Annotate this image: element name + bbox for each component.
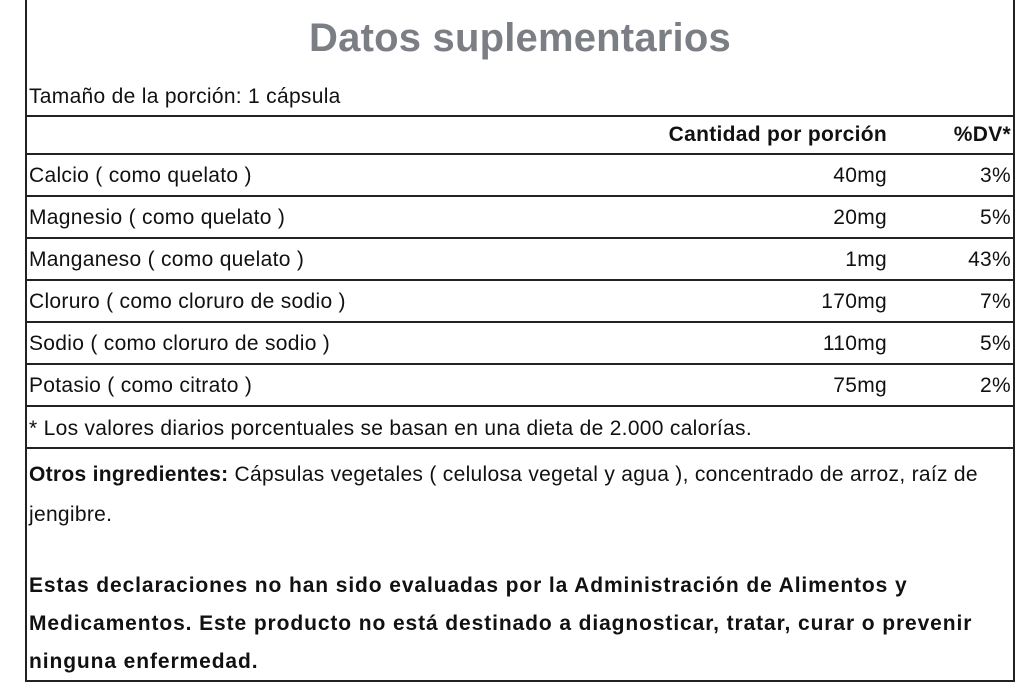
panel-title: Datos suplementarios	[309, 16, 731, 60]
fda-disclaimer: Estas declaraciones no han sido evaluadas por la Administración de Alimentos y Medicamentos. Este producto no está destinado a diagnosticar, tratar, curar o prevenir ninguna enfermedad.	[29, 574, 973, 673]
supplement-facts-panel	[25, 0, 1015, 682]
nutrient-dv: 2%	[980, 374, 1011, 397]
nutrient-amount: 75mg	[833, 374, 887, 397]
nutrient-name: Manganeso ( como quelato )	[29, 248, 305, 271]
nutrient-dv: 3%	[980, 164, 1011, 187]
table-row	[27, 239, 1013, 281]
nutrient-dv: 43%	[968, 248, 1011, 271]
header-amount: Cantidad por porción	[668, 123, 887, 146]
nutrient-name: Magnesio ( como quelato )	[29, 206, 286, 229]
table-header-row	[27, 117, 1013, 155]
table-row	[27, 281, 1013, 323]
nutrient-name: Potasio ( como citrato )	[29, 374, 253, 397]
nutrient-amount: 40mg	[833, 164, 887, 187]
nutrient-amount: 20mg	[833, 206, 887, 229]
nutrient-name: Sodio ( como cloruro de sodio )	[29, 332, 331, 355]
other-ingredients-text: Cápsulas vegetales ( celulosa vegetal y agua ), concentrado de arroz, raíz de jengibre.	[29, 463, 978, 526]
other-ingredients-label: Otros ingredientes:	[29, 463, 229, 486]
nutrient-name: Calcio ( como quelato )	[29, 164, 252, 187]
nutrient-dv: 7%	[980, 290, 1011, 313]
other-ingredients	[27, 449, 989, 535]
nutrient-dv: 5%	[980, 206, 1011, 229]
daily-value-footnote: * Los valores diarios porcentuales se basan en una dieta de 2.000 calorías.	[27, 407, 1013, 449]
table-row	[27, 323, 1013, 365]
header-dv: %DV*	[953, 123, 1011, 146]
nutrient-dv: 5%	[980, 332, 1011, 355]
nutrient-amount: 110mg	[822, 332, 887, 355]
serving-size: Tamaño de la porción: 1 cápsula	[27, 76, 1013, 117]
nutrient-amount: 1mg	[845, 248, 887, 271]
nutrient-amount: 170mg	[821, 290, 887, 313]
table-row	[27, 365, 1013, 407]
table-row	[27, 197, 1013, 239]
nutrient-name: Cloruro ( como cloruro de sodio )	[29, 290, 346, 313]
table-row	[27, 155, 1013, 197]
